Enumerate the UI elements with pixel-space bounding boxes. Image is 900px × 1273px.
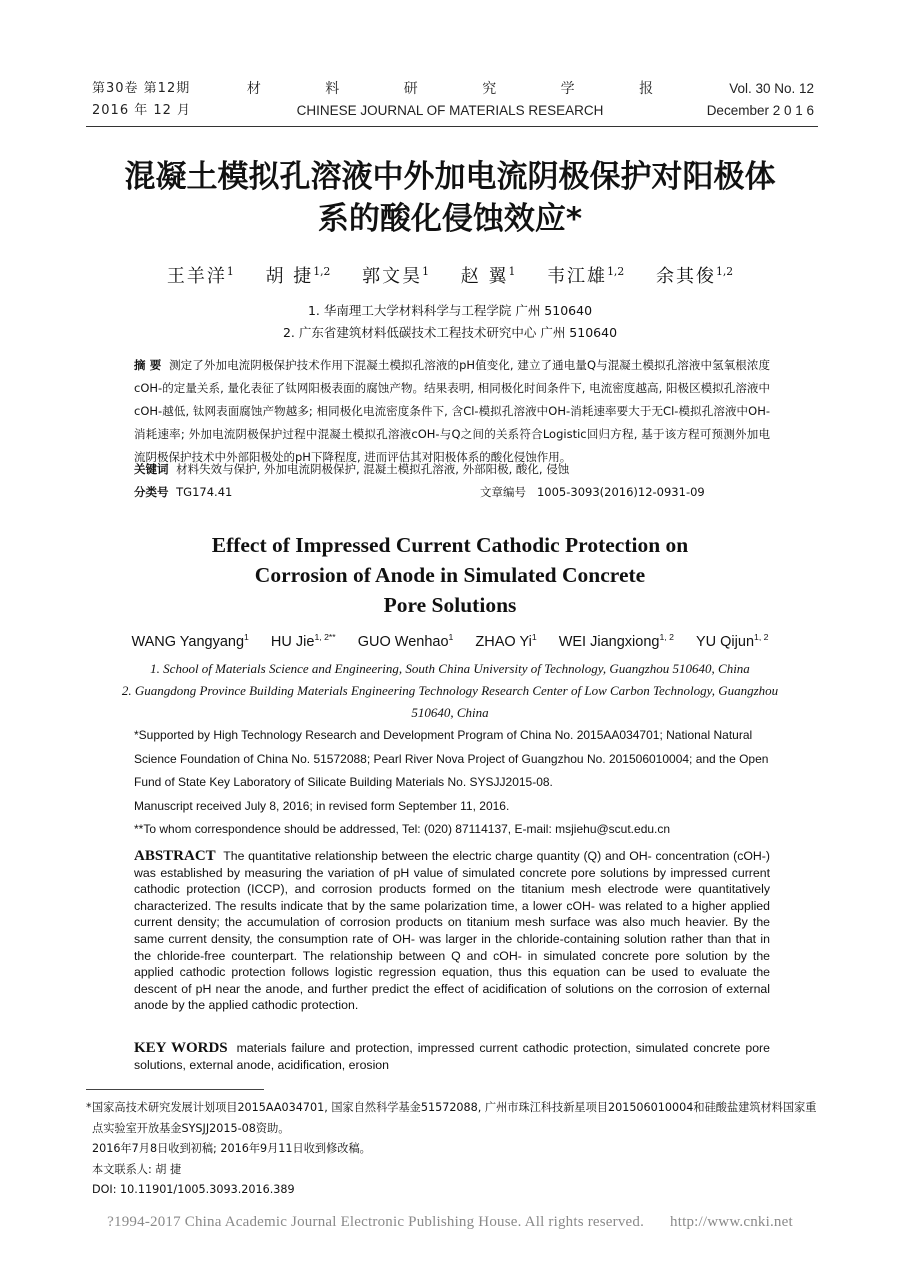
title-en-line: Pore Solutions xyxy=(383,593,517,617)
affiliation-cn-1: 1. 华南理工大学材料科学与工程学院 广州 510640 xyxy=(307,303,593,318)
title-cn: 混凝土模拟孔溶液中外加电流阴极保护对阳极体系的酸化侵蚀效应* xyxy=(124,159,776,237)
footnote-funding xyxy=(86,1098,818,1139)
manuscript-received: Manuscript received July 8, 2016; in revised form September 11, 2016. xyxy=(134,798,510,813)
funding-note-en: *Supported by High Technology Research and Development Program of China No. 2015AA034701; National Natural Science Foundation of China No. 51572088; Pearl River Nova Project of Guangzhou No. 201506010004; and the Open Fund of State Key Laboratory of Silicate Building Materials No. SYSJJ2015-08. xyxy=(134,728,769,789)
article-number-value: 1005-3093(2016)12-0931-09 xyxy=(536,485,705,499)
footnote-contact: 本文联系人: 胡 捷 xyxy=(92,1162,182,1176)
author-en: ZHAO Yi$^1$ xyxy=(475,632,537,650)
affiliation-en-1: 1. School of Materials Science and Engineering, South China University of Technology, Guangzhou 510640, China xyxy=(150,661,750,676)
volume-issue-cn: 第30卷 第12期 xyxy=(92,81,191,96)
copyright-line xyxy=(0,1214,900,1231)
copyright-text: ?1994-2017 China Academic Journal Electronic Publishing House. All rights reserved. xyxy=(107,1214,645,1230)
affiliations-en xyxy=(120,658,780,724)
footnotes xyxy=(86,1098,818,1201)
volume-issue-en: Vol. 30 No. 12 xyxy=(729,81,814,96)
author-en: WEI Jiangxiong$^{1, 2}$ xyxy=(558,632,674,650)
header-volume-en-block xyxy=(707,78,814,122)
affiliations-cn xyxy=(0,300,900,344)
affiliation-en-2: 2. Guangdong Province Building Materials Engineering Technology Research Center of Low Carbon Technology, Guangzhou 510640, China xyxy=(121,683,779,720)
author-cn: 赵 翼$^1$ xyxy=(460,265,516,287)
author-en: GUO Wenhao$^1$ xyxy=(357,632,454,650)
footnote-funding-text: 国家高技术研究发展计划项目2015AA034701, 国家自然科学基金51572088, 广州市珠江科技新星项目201506010004和硅酸盐建筑材料国家重点实验室开放基金SYSJJ2015-08资助。 xyxy=(92,1101,817,1135)
date-cn: 2016 年 12 月 xyxy=(92,103,192,118)
abstract-cn-label: 摘 要 xyxy=(134,358,162,372)
keywords-en xyxy=(134,1040,770,1074)
author-en: WANG Yangyang$^1$ xyxy=(131,632,249,650)
authors-cn xyxy=(0,262,900,288)
footnote-rule xyxy=(86,1089,264,1090)
abstract-cn xyxy=(134,354,770,469)
keywords-cn xyxy=(134,458,770,480)
abstract-en-text: The quantitative relationship between the electric charge quantity (Q) and OH- concentration (cOH-) was established by measuring the variation of pH value of simulated concrete pore solutions by impressed current cathodic protection (ICCP), and corrosion products formed on the titanium mesh electrode were quantitatively characterized. The results indicate that by the same polarization time, a lower cOH- was related to a higher applied current density; the accumulation of corrosion products on titanium mesh surface was also much heavier. By the same current density, the consumption rate of OH- was larger in the chloride-containing solution rather than that in the chloride-free counterpart. The relationship between Q and cOH- in simulated concrete pore solution by the applied cathodic protection follows logistic regression equation, thus this equation can be used to evaluate the descent of pH near the anode, and further predict the effect of acidification of solutions on the corrosion of external anode by the applied cathodic protection. xyxy=(134,849,770,1013)
author-cn: 胡 捷$^{1,2}$ xyxy=(265,265,331,287)
article-number xyxy=(480,481,705,503)
title-en xyxy=(120,530,780,620)
keywords-cn-label: 关键词 xyxy=(134,462,169,476)
correspondence-note: **To whom correspondence should be addressed, Tel: (020) 87114137, E-mail: msjiehu@scut.edu.cn xyxy=(134,822,671,836)
date-en: December 2 0 1 6 xyxy=(706,103,814,118)
keywords-en-text: materials failure and protection, impressed current cathodic protection, simulated concrete pore solutions, external anode, acidification, erosion xyxy=(134,1041,770,1072)
classification-value: TG174.41 xyxy=(176,485,233,499)
author-cn: 王羊洋$^1$ xyxy=(166,265,234,287)
keywords-cn-text: 材料失效与保护, 外加电流阴极保护, 混凝土模拟孔溶液, 外部阳极, 酸化, 侵蚀 xyxy=(176,462,570,476)
abstract-cn-text: 测定了外加电流阴极保护技术作用下混凝土模拟孔溶液的pH值变化, 建立了通电量Q与混凝土模拟孔溶液中氢氧根浓度cOH-的定量关系, 量化表征了钛网阳极表面的腐蚀产物。结果表明, 相同极化时间条件下, 电流密度越高, 阳极区模拟孔溶液中cOH-越低, 钛网表面腐蚀产物越多; 相同极化电流密度条件下, 含Cl-模拟孔溶液中OH-消耗速率要大于无Cl-模拟孔溶液中OH-消耗速率; 外加电流阴极保护过程中混凝土模拟孔溶液cOH-与Q之间的关系符合Logistic回归方程, 基于该方程可预测外加电流阴极保护技术中外部阳极处的pH下降程度, 进而评估其对阳极体系的酸化侵蚀作用。 xyxy=(134,358,770,464)
abstract-en xyxy=(134,848,770,1014)
author-cn: 郭文昊$^1$ xyxy=(362,265,429,287)
journal-name-cn: 材 料 研 究 学 报 xyxy=(246,81,684,97)
affiliation-cn-2: 2. 广东省建筑材料低碳技术工程技术研究中心 广州 510640 xyxy=(282,325,618,340)
footnote-received: 2016年7月8日收到初稿; 2016年9月11日收到修改稿。 xyxy=(92,1142,371,1155)
author-cn: 韦江雄$^{1,2}$ xyxy=(547,265,625,287)
keywords-en-label: KEY WORDS xyxy=(134,1040,228,1056)
footnote-star: * xyxy=(86,1101,92,1114)
support-notes xyxy=(134,724,770,842)
title-en-line: Effect of Impressed Current Cathodic Protection on xyxy=(211,533,689,557)
footnote-doi: DOI: 10.11901/1005.3093.2016.389 xyxy=(92,1183,295,1196)
cnki-url: http://www.cnki.net xyxy=(670,1214,793,1230)
header-rule xyxy=(86,126,818,127)
abstract-en-label: ABSTRACT xyxy=(134,848,216,864)
journal-name-en: CHINESE JOURNAL OF MATERIALS RESEARCH xyxy=(296,103,604,118)
classification-label: 分类号 xyxy=(134,485,169,499)
authors-en xyxy=(0,632,900,650)
author-cn: 余其俊$^{1,2}$ xyxy=(655,265,734,287)
author-en: HU Jie$^{1, 2**}$ xyxy=(270,632,336,650)
title-en-line: Corrosion of Anode in Simulated Concrete xyxy=(254,563,646,587)
classification xyxy=(134,481,232,503)
author-en: YU Qijun$^{1, 2}$ xyxy=(695,632,769,650)
article-number-label: 文章编号 xyxy=(480,485,526,499)
